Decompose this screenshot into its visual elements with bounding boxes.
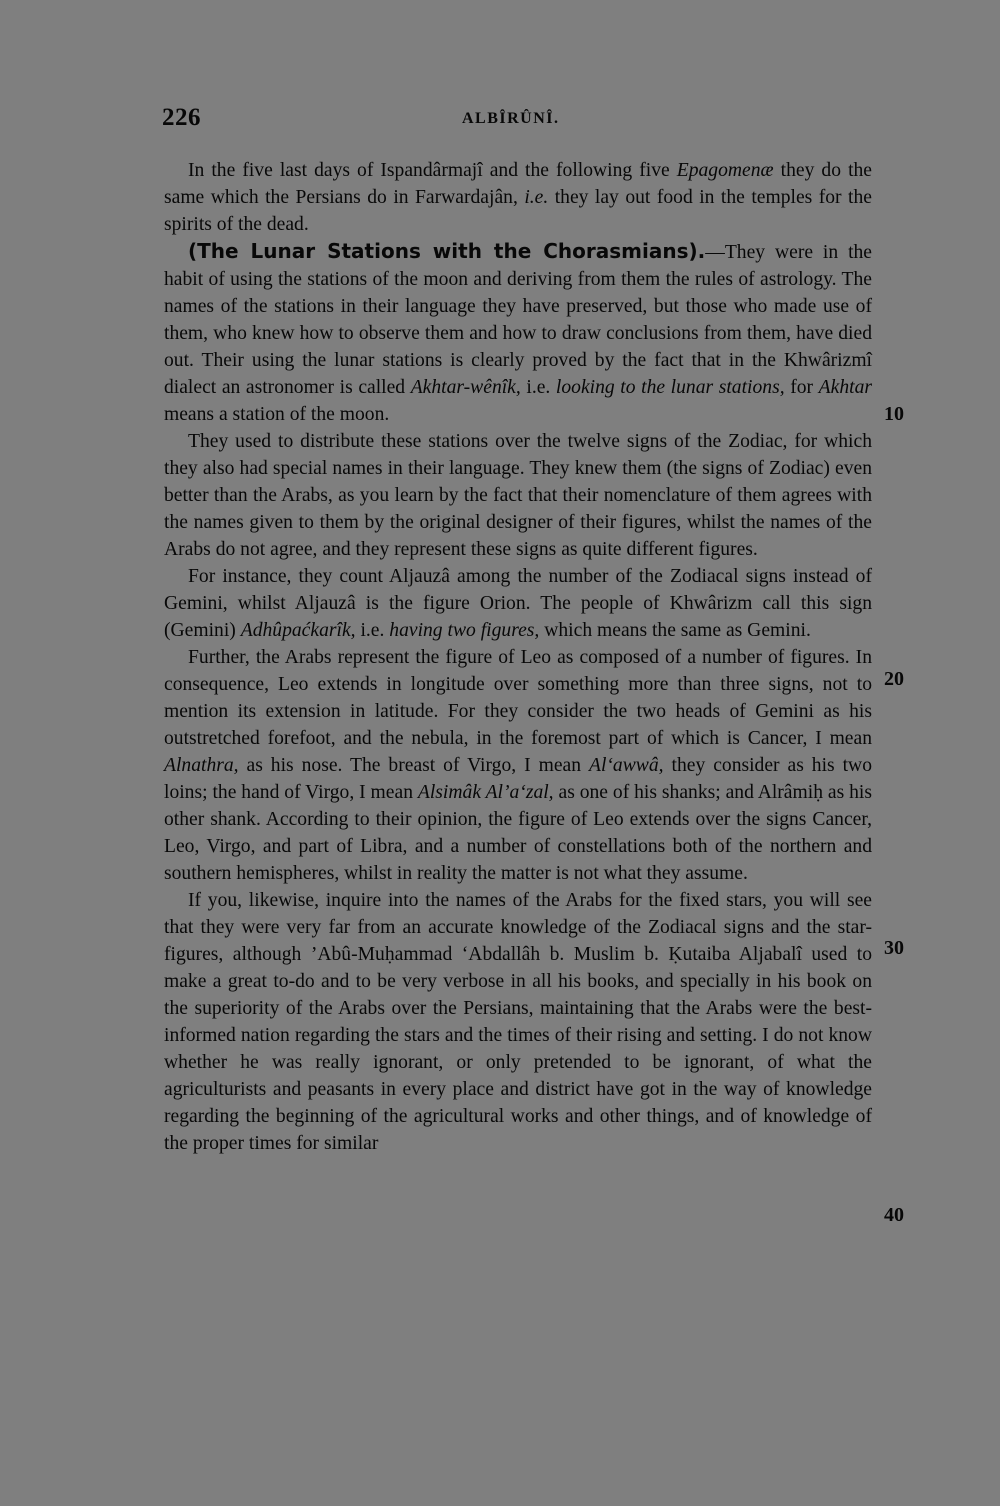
- text-run: i.e.: [520, 377, 556, 398]
- paragraph: [164, 428, 872, 563]
- paragraph: [164, 157, 872, 238]
- text-run: They used to distribute these stations over the twelve signs of the Zodiac, for which they also had special names in their language. They knew them (the signs of Zodiac) even better than the Arabs, as you learn by the fact that their nomenclature of them agrees with the names given to them by the original designer of their figures, whilst the names of the Arabs do not agree, and they represent these signs as quite different figures.: [164, 431, 872, 560]
- body-text: [164, 157, 872, 1157]
- italic-term: Adhûpaćkarîk,: [240, 620, 356, 641]
- text-run: —They were in the habit of using the stations of the moon and deriving from them the rules of astrology. The names of the stations in their language they have preserved, but those who made use of them, who knew how to observe them and how to draw conclusions from them, have died out. Their using the lunar stations is clearly proved by the fact that in the Khwârizmî dialect an astronomer is called: [164, 242, 873, 398]
- text-run: for: [784, 377, 819, 398]
- running-head: ALBÎRÛNÎ.: [462, 110, 560, 127]
- paragraph: [164, 644, 872, 887]
- italic-term: Alsimâk Al’a‘zal,: [417, 782, 554, 803]
- paragraph: [164, 238, 872, 428]
- text-run: they consider as his two loins; the hand of Virgo, I mean: [164, 755, 872, 803]
- line-number-marker: 10: [884, 403, 904, 425]
- italic-term: Epagomenæ: [676, 160, 774, 181]
- text-run: as his nose. The breast of Virgo, I mean: [238, 755, 589, 776]
- italic-term: Akhtar: [818, 377, 872, 398]
- italic-term: Al‘awwâ,: [588, 755, 664, 776]
- line-number-marker: 30: [884, 937, 904, 959]
- line-number-marker: 40: [884, 1204, 904, 1226]
- section-heading: (The Lunar Stations with the Chorasmians).: [188, 239, 706, 263]
- paragraph: [164, 563, 872, 644]
- text-run: as one of his shanks; and Alrâmiḥ as his other shank. According to their opinion, the figure of Leo extends over the signs Cancer, Leo, Virgo, and part of Libra, and a number of constellations both of the northern and southern hemispheres, whilst in reality the matter is not what they assume.: [164, 782, 872, 884]
- paragraph: [164, 887, 872, 1157]
- text-run: i.e.: [355, 620, 390, 641]
- text-run: If you, likewise, inquire into the names of the Arabs for the fixed stars, you will see that they were very far from an accurate knowledge of the Zodiacal signs and the star-figures, although ’Abû-Muḥammad ‘Abdallâh b. Muslim b. Ḳutaiba Aljabalî used to make a great to-do and to be very verbose in all his books, and specially in his book on the superiority of the Arabs over the Persians, maintaining that the Arabs were the best-informed nation regarding the stars and the times of their rising and setting. I do not know whether he was really ignorant, or only pretended to be ignorant, of what the agriculturists and peasants in every place and district have got in the way of knowledge regarding the beginning of the agricultural works and other things, and of knowledge of the proper times for similar: [164, 890, 872, 1154]
- italic-term: Akhtar-wênîk,: [410, 377, 521, 398]
- line-number-marker: 20: [884, 668, 904, 690]
- text-run: For instance, they count Aljauzâ among the number of the Zodiacal signs instead of Gemini, whilst Aljauzâ is the figure Orion. The people of Khwârizm call this sign (Gemini): [164, 566, 872, 641]
- text-run: they lay out food in the temples for the spirits of the dead.: [164, 187, 872, 235]
- text-run: which means the same as Gemini.: [539, 620, 811, 641]
- text-run: In the five last days of Ispandârmajî and the following five: [188, 160, 677, 181]
- text-run: means a station of the moon.: [164, 404, 390, 425]
- italic-term: i.e.: [524, 187, 549, 208]
- page-number: 226: [162, 104, 201, 131]
- text-run: Further, the Arabs represent the figure of Leo as composed of a number of figures. In consequence, Leo extends in longitude over something more than three signs, not to mention its extension in latitude. For they consider the two heads of Gemini as his outstretched forefoot, and the nebula, in the foremost part of which is Cancer, I mean: [164, 647, 872, 749]
- italic-term: looking to the lunar stations,: [555, 377, 785, 398]
- page-header: [162, 104, 872, 138]
- italic-term: Alnathra,: [164, 755, 239, 776]
- text-run: they do the same which the Persians do in Farwardajân,: [164, 160, 873, 208]
- italic-term: having two figures,: [389, 620, 540, 641]
